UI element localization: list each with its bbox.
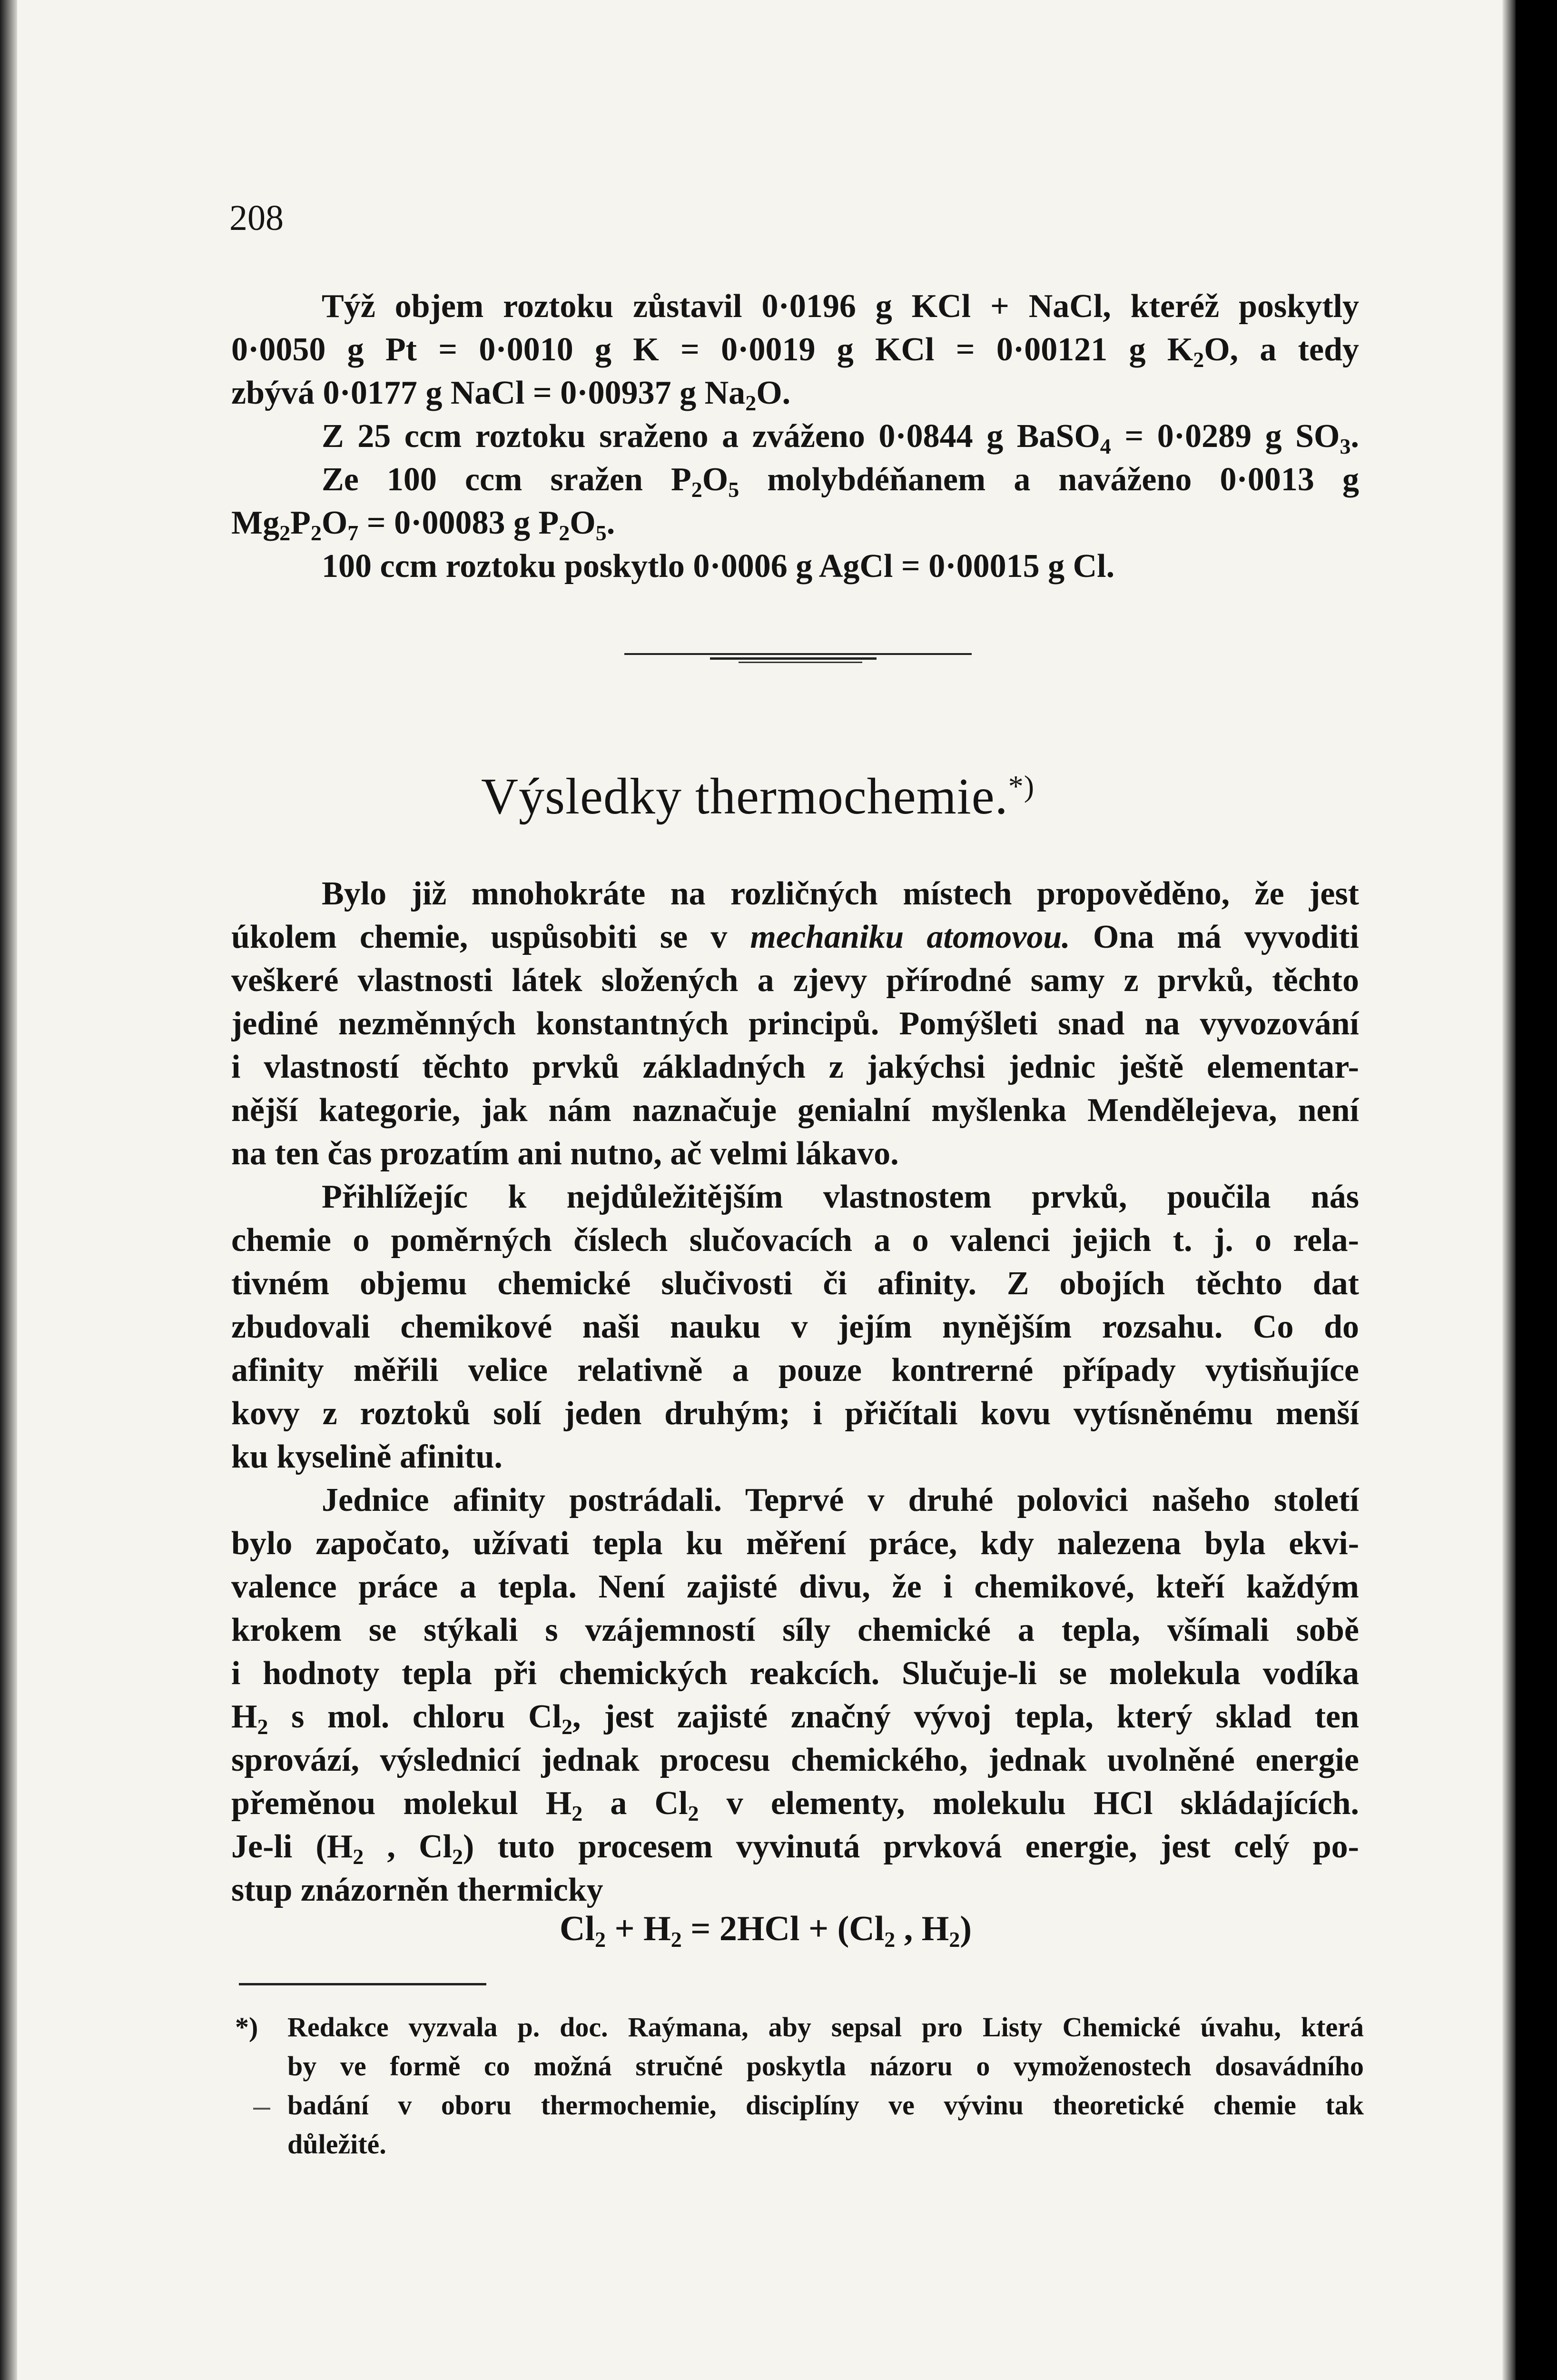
text-line: 0·0050 g Pt = 0·0010 g K = 0·0019 g KCl = 0·00121 g $K_2O$, a tedy (231, 331, 1359, 371)
analysis-results-block (231, 285, 1359, 588)
text-line: i hodnoty tepla při chemických reakcích. Slučuje-li se molekula vodíka (231, 1655, 1359, 1692)
text-line: zbývá 0·0177 g NaCl = 0·00937 g $Na_2O$. (231, 375, 791, 415)
text-line: nější kategorie, jak nám naznačuje genialní myšlenka Mendělejeva, není (231, 1092, 1359, 1129)
text-line: přeměnou molekul $H_2$ a $Cl_2$ v elementy, molekulu HCl skládajících. (231, 1785, 1359, 1825)
text-line: krokem se stýkali s vzájemností síly chemické a tepla, všímali sobě (231, 1612, 1359, 1648)
thermochemical-equation: $Cl_2 + H_2 = 2HCl + (Cl_2$ , $H_2$) (560, 1909, 972, 1952)
text-line: chemie o poměrných číslech slučovacích a o valenci jejich t. j. o rela- (231, 1222, 1359, 1259)
text-line: Ze 100 ccm sražen $P_2O_5$ molybdéňanem a naváženo 0·0013 g (322, 461, 1359, 501)
footnote-rule (239, 1983, 486, 1985)
page-left-edge-shadow (0, 0, 17, 2380)
section-heading: Výsledky thermochemie.*) (481, 768, 1035, 825)
text-line: úkolem chemie, uspůsobiti se v mechaniku atomovou. Ona má vyvoditi (231, 919, 1359, 955)
text-line: Z 25 ccm roztoku sraženo a zváženo 0·0844 g BaSO$_4$ = 0·0289 g $SO_3$. (322, 418, 1359, 458)
text-line: sprovází, výslednicí jednak procesu chemického, jednak uvolněné energie (231, 1742, 1359, 1778)
text-line: ku kyselině afinitu. (231, 1438, 503, 1475)
text-line: jediné nezměnných konstantných principů. Pomýšleti snad na vyvozování (231, 1005, 1359, 1042)
footnote-line: důležité. (287, 2129, 386, 2160)
text-line: stup znázorněn thermicky (231, 1872, 603, 1908)
paragraph-3 (231, 1478, 1359, 1912)
text-line: Je-li ($H_2$ , $Cl_2$) tuto procesem vyvinutá prvková energie, jest celý po- (231, 1828, 1359, 1868)
paragraph-1 (231, 872, 1359, 1175)
footnote-reference: *) (1008, 769, 1035, 803)
text-line: tivném objemu chemické slučivosti či afinity. Z obojích těchto dat (231, 1265, 1359, 1302)
text-line: Jednice afinity postrádali. Teprvé v druhé polovici našeho století (322, 1482, 1359, 1518)
text-line: Bylo již mnohokráte na rozličných místech propověděno, že jest (322, 875, 1359, 912)
footnote-line: by ve formě co možná stručné poskytla názoru o vymoženostech dosavádního (287, 2051, 1364, 2082)
text-line: veškeré vlastnosti látek složených a zjevy přírodné samy z prvků, těchto (231, 962, 1359, 999)
text-line: na ten čas prozatím ani nutno, ač velmi lákavo. (231, 1135, 899, 1172)
text-line: $Mg_2P_2O_7 = 0\cdot 00083$ g $P_2O_5$. (231, 505, 615, 545)
section-separator-rule (624, 653, 972, 664)
footnote-line: badání v oboru thermochemie, disciplíny ve vývinu theoretické chemie tak (287, 2090, 1364, 2121)
margin-dash-mark (253, 2108, 270, 2110)
text-line: bylo započato, užívati tepla ku měření práce, kdy nalezena byla ekvi- (231, 1525, 1359, 1562)
text-line: kovy z roztoků solí jeden druhým; i přičítali kovu vytísněnému menší (231, 1395, 1359, 1432)
text-line: i vlastností těchto prvků základných z jakýchsi jednic ještě elementar- (231, 1049, 1359, 1085)
page-right-edge-shadow (1502, 0, 1516, 2380)
text-line: $H_2$ s mol. chloru $Cl_2$, jest zajisté značný vývoj tepla, který sklad ten (231, 1698, 1359, 1738)
footnote-line: Redakce vyzvala p. doc. Raýmana, aby sepsal pro Listy Chemické úvahu, která (287, 2012, 1364, 2043)
footnote (235, 2008, 1364, 2164)
page-number: 208 (229, 198, 284, 238)
text-line: afinity měřili velice relativně a pouze kontrerné případy vytisňujíce (231, 1352, 1359, 1388)
text-line: valence práce a tepla. Není zajisté divu, že i chemikové, kteří každým (231, 1568, 1359, 1605)
footnote-marker: *) (235, 2012, 258, 2043)
text-line: 100 ccm roztoku poskytlo 0·0006 g AgCl = 0·00015 g Cl. (322, 548, 1115, 585)
text-line: zbudovali chemikové naši nauku v jejím nynějším rozsahu. Co do (231, 1309, 1359, 1345)
text-line: Přihlížejíc k nejdůležitějším vlastnostem prvků, poučila nás (322, 1179, 1359, 1215)
text-line: Týž objem roztoku zůstavil 0·0196 g KCl + NaCl, kteréž poskytly (322, 288, 1359, 325)
paragraph-2 (231, 1175, 1359, 1478)
